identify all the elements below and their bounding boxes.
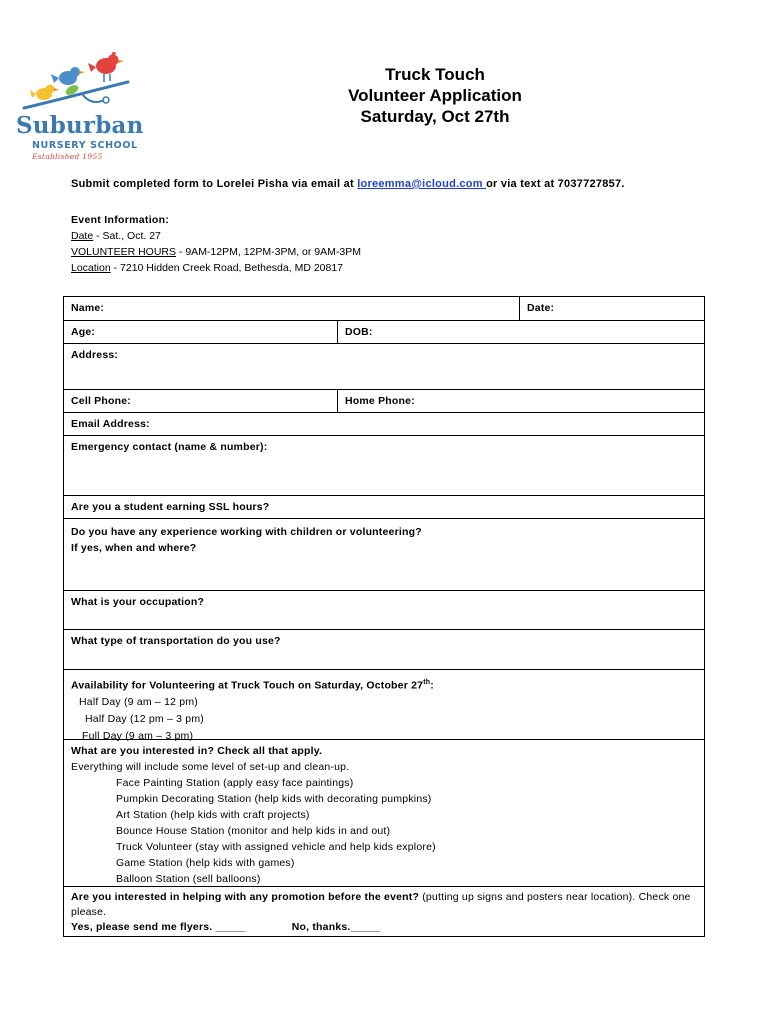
application-form — [63, 296, 705, 937]
promotion-no-option[interactable]: No, thanks._____ — [291, 921, 381, 933]
availability-option-half-day-pm[interactable]: Half Day (12 pm – 3 pm) — [85, 712, 204, 725]
form-row-name — [64, 297, 704, 321]
logo-name: Suburban — [16, 112, 144, 139]
interests-heading: What are you interested in? Check all that apply. — [71, 745, 323, 757]
school-logo — [14, 52, 144, 164]
intro-suffix: or via text at 7037727857. — [486, 178, 625, 190]
cell-phone-label: Cell Phone: — [71, 395, 131, 407]
form-row-address — [64, 344, 704, 390]
emergency-contact-label: Emergency contact (name & number): — [71, 441, 268, 453]
interest-game-station[interactable]: Game Station (help kids with games) — [116, 857, 295, 869]
interest-art-station[interactable]: Art Station (help kids with craft projects) — [116, 809, 310, 821]
ssl-hours-label: Are you a student earning SSL hours? — [71, 501, 270, 513]
emergency-contact-field[interactable] — [64, 436, 704, 495]
promotion-yes-option[interactable]: Yes, please send me flyers. _____ — [71, 921, 246, 933]
age-label: Age: — [71, 326, 96, 338]
email-address-field[interactable] — [64, 413, 704, 435]
dob-field[interactable] — [337, 321, 704, 343]
intro-prefix: Submit completed form to Lorelei Pisha via email at — [71, 178, 358, 190]
email-address-label: Email Address: — [71, 418, 150, 430]
form-row-transportation — [64, 630, 704, 670]
event-location-value: - 7210 Hidden Creek Road, Bethesda, MD 20817 — [110, 262, 344, 274]
event-info-heading: Event Information: — [71, 214, 170, 226]
event-location — [71, 260, 361, 276]
experience-followup: If yes, when and where? — [71, 542, 197, 554]
event-hours-label: VOLUNTEER HOURS — [71, 246, 177, 258]
promotion-question: Are you interested in helping with any promotion before the event? — [71, 891, 420, 903]
promotion-section — [64, 887, 704, 936]
form-row-promotion — [64, 887, 704, 936]
promotion-question-text — [71, 890, 697, 920]
date-label: Date: — [527, 302, 555, 314]
form-row-age — [64, 321, 704, 344]
interest-face-painting[interactable]: Face Painting Station (apply easy face paintings) — [116, 777, 354, 789]
transportation-field[interactable] — [64, 630, 704, 669]
logo-established: Established 1955 — [32, 152, 103, 161]
occupation-field[interactable] — [64, 591, 704, 629]
form-row-availability — [64, 670, 704, 740]
interest-truck-volunteer[interactable]: Truck Volunteer (stay with assigned vehicle and help kids explore) — [116, 841, 436, 853]
date-field[interactable] — [519, 297, 704, 320]
title-line-2: Volunteer Application — [348, 86, 522, 105]
interest-balloon-station[interactable]: Balloon Station (sell balloons) — [116, 873, 261, 885]
cell-phone-field[interactable] — [64, 390, 337, 412]
ssl-hours-field[interactable] — [64, 496, 704, 518]
interests-section — [64, 740, 704, 886]
address-label: Address: — [71, 349, 119, 361]
home-phone-field[interactable] — [337, 390, 704, 412]
interest-bounce-house[interactable]: Bounce House Station (monitor and help kids in and out) — [116, 825, 391, 837]
interest-pumpkin-decorating[interactable]: Pumpkin Decorating Station (help kids with decorating pumpkins) — [116, 793, 432, 805]
experience-field[interactable] — [64, 519, 704, 590]
experience-question: Do you have any experience working with children or volunteering? — [71, 526, 422, 538]
name-field[interactable] — [64, 297, 519, 320]
home-phone-label: Home Phone: — [345, 395, 415, 407]
logo-subtitle: NURSERY SCHOOL — [32, 140, 138, 151]
availability-option-half-day-am[interactable]: Half Day (9 am – 12 pm) — [79, 695, 198, 708]
event-date — [71, 228, 361, 244]
form-row-ssl — [64, 496, 704, 519]
availability-heading: Availability for Volunteering at Truck Touch on Saturday, October 27th: — [71, 679, 434, 692]
event-location-label: Location — [71, 262, 111, 274]
form-row-emergency — [64, 436, 704, 496]
event-date-label: Date — [71, 230, 94, 242]
birds-on-branch-icon — [20, 52, 132, 116]
form-row-phones — [64, 390, 704, 413]
transportation-label: What type of transportation do you use? — [71, 635, 281, 647]
address-field[interactable] — [64, 344, 704, 389]
event-hours — [71, 244, 361, 260]
title-line-1: Truck Touch — [385, 65, 485, 84]
page-title — [250, 64, 620, 127]
occupation-label: What is your occupation? — [71, 596, 205, 608]
availability-section — [64, 670, 704, 742]
form-row-interests — [64, 740, 704, 887]
form-row-email — [64, 413, 704, 436]
form-row-occupation — [64, 591, 704, 630]
name-label: Name: — [71, 302, 105, 314]
email-link[interactable]: loreemma@icloud.com — [357, 178, 487, 190]
promotion-options — [71, 920, 697, 935]
availability-option-full-day[interactable]: Full Day (9 am – 3 pm) — [82, 729, 194, 742]
event-information — [71, 212, 361, 276]
interests-note: Everything will include some level of set-up and clean-up. — [71, 761, 350, 773]
title-line-3: Saturday, Oct 27th — [360, 107, 510, 126]
event-date-value: - Sat., Oct. 27 — [93, 230, 161, 242]
dob-label: DOB: — [345, 326, 373, 338]
event-hours-value: - 9AM-12PM, 12PM-3PM, or 9AM-3PM — [176, 246, 361, 258]
promotion-detail: (putting up signs and posters near location). Check one please. — [71, 891, 691, 918]
age-field[interactable] — [64, 321, 337, 343]
submission-instructions — [71, 178, 625, 190]
form-row-experience — [64, 519, 704, 591]
